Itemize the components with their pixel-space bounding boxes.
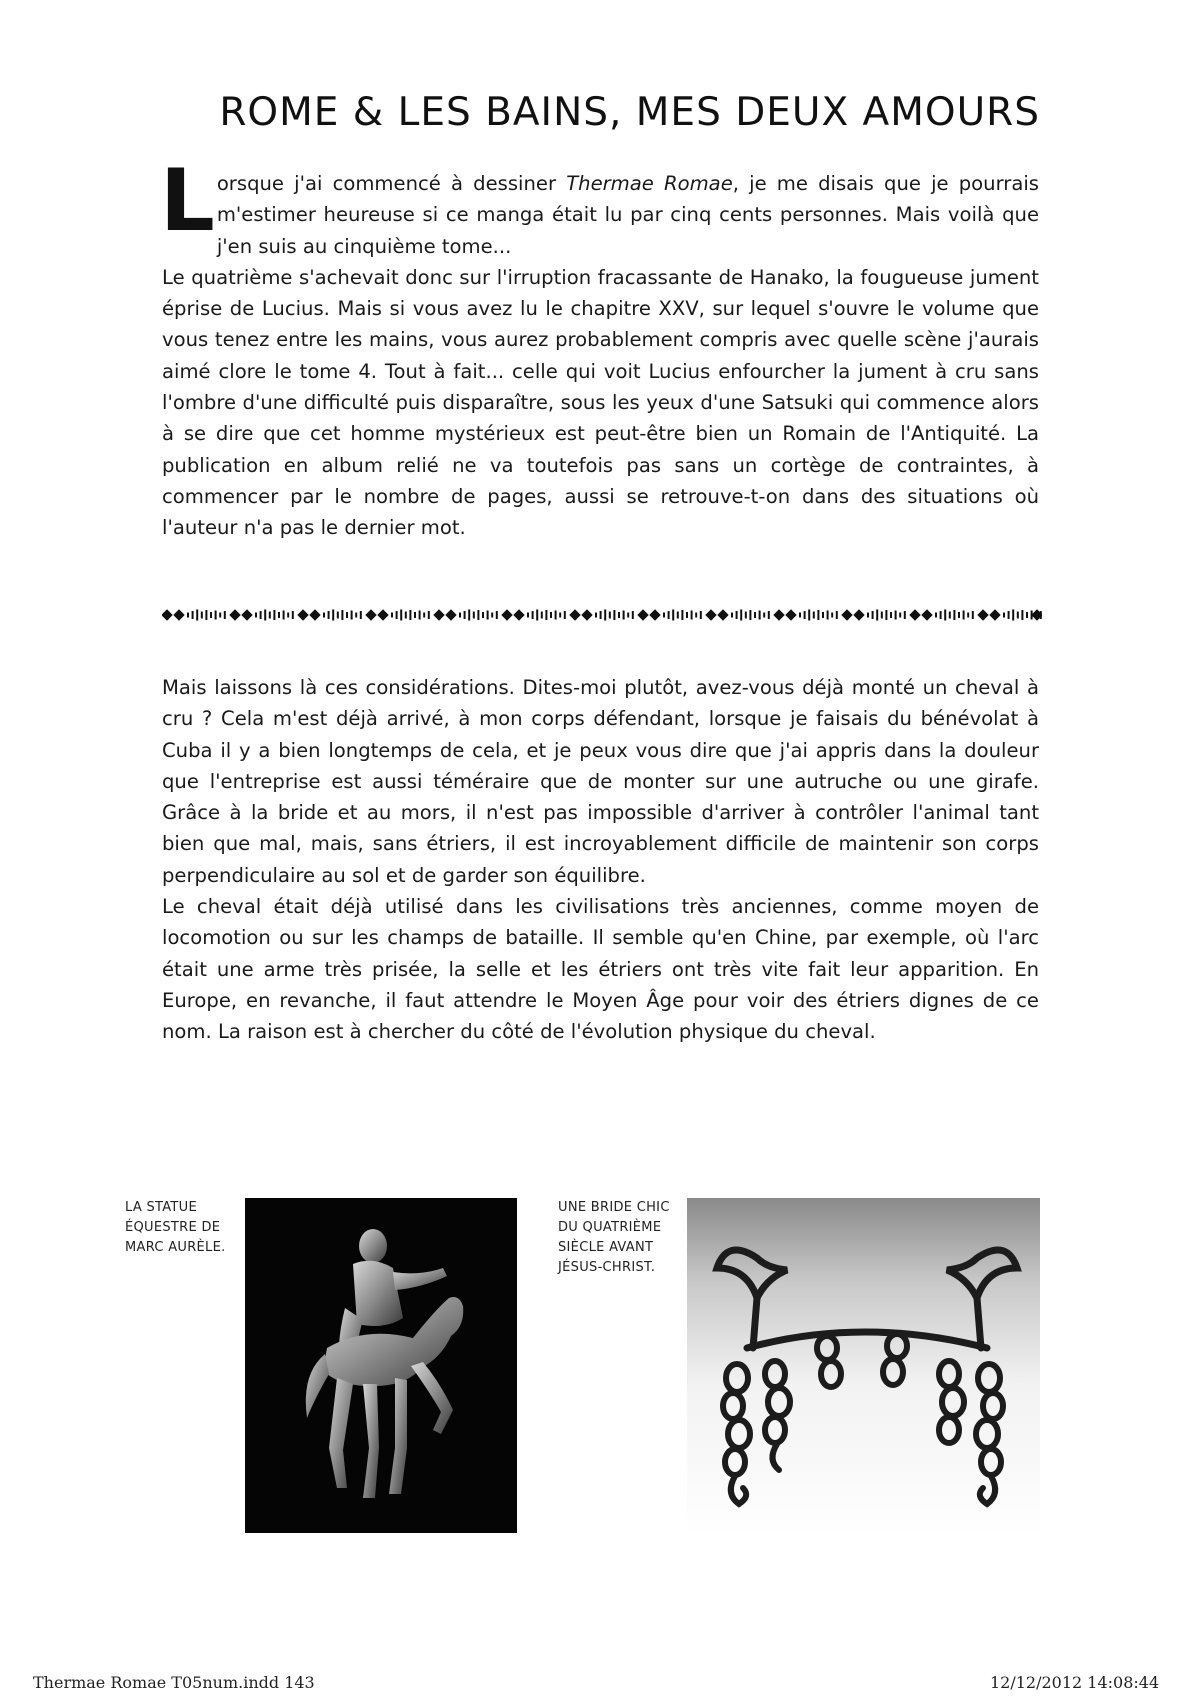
bridle-photo — [687, 1198, 1040, 1538]
statue-caption: LA STATUE ÉQUESTRE DE MARC AURÈLE. — [125, 1200, 226, 1255]
footer-file-info: Thermae Romae T05num.indd 143 — [33, 1673, 315, 1692]
statue-photo — [245, 1198, 517, 1533]
footer-timestamp: 12/12/2012 14:08:44 — [990, 1673, 1160, 1692]
bridle-caption: UNE BRIDE CHIC DU QUATRIÈME SIÈCLE AVANT JÉSUS-CHRIST. — [558, 1200, 670, 1275]
manga-title: Thermae Romae — [566, 172, 733, 195]
ornamental-divider — [162, 600, 1042, 630]
drop-cap: L — [160, 151, 215, 251]
intro-paragraph-2: Le quatrième s'achevait donc sur l'irruption fracassante de Hanako, la fougueuse jument éprise de Lucius. Mais si vous avez lu le chapitre XXV, sur lequel s'ouvre le volume que vous tenez entre les mains, vous aurez probablement compris avec quelle scène j'aurais aimé clore le tome 4. Tout à fait... celle qui voit Lucius enfourcher la jument à cru sans l'ombre d'une difficulté puis disparaître, sous les yeux d'une Satsuki qui commence alors à se dire que cet homme mystérieux est peut-être bien un Romain de l'Antiquité. La publication en album relié ne va toutefois pas sans un cortège de contraintes, à commencer par le nombre de pages, aussi se retrouve-t-on dans des situations où l'auteur n'a pas le dernier mot. — [162, 265, 1039, 540]
intro-text-start: orsque j'ai commencé à dessiner — [216, 172, 567, 195]
intro-paragraph — [160, 151, 1040, 262]
intro-text-block — [160, 151, 1040, 544]
main-text-block — [162, 672, 1039, 1048]
bridle-illustration — [687, 1198, 1040, 1538]
section-paragraph-2: Le cheval était déjà utilisé dans les civilisations très anciennes, comme moyen de locomotion ou sur les champs de bataille. Il semble qu'en Chine, par exemple, où l'arc était une arme très prisée, la selle et les étriers ont très vite fait leur apparition. En Europe, en revanche, il faut attendre le Moyen Âge pour voir des étriers dignes de ce nom. La raison est à chercher du côté de l'évolution physique du cheval. — [162, 895, 1039, 1044]
equestrian-statue-illustration — [245, 1198, 517, 1533]
intro-text-end: , je me disais que je pourrais m'estimer heureuse si ce manga était lu par cinq cents personnes. Mais voilà que j'en suis au cinquième tome... — [216, 172, 1040, 258]
page-title: ROME & LES BAINS, MES DEUX AMOURS — [219, 90, 1040, 135]
section-paragraph-1: Mais laissons là ces considérations. Dites-moi plutôt, avez-vous déjà monté un cheval à cru ? Cela m'est déjà arrivé, à mon corps défendant, lorsque je faisais du bénévolat à Cuba il y a bien longtemps de cela, et je peux vous dire que j'ai appris dans la douleur que l'entreprise est aussi téméraire que de monter sur une autruche ou une girafe. Grâce à la bride et au mors, il n'est pas impossible d'arriver à contrôler l'animal tant bien que mal, mais, sans étriers, il est incroyablement difficile de maintenir son corps perpendiculaire au sol et de garder son équilibre. — [162, 676, 1039, 887]
